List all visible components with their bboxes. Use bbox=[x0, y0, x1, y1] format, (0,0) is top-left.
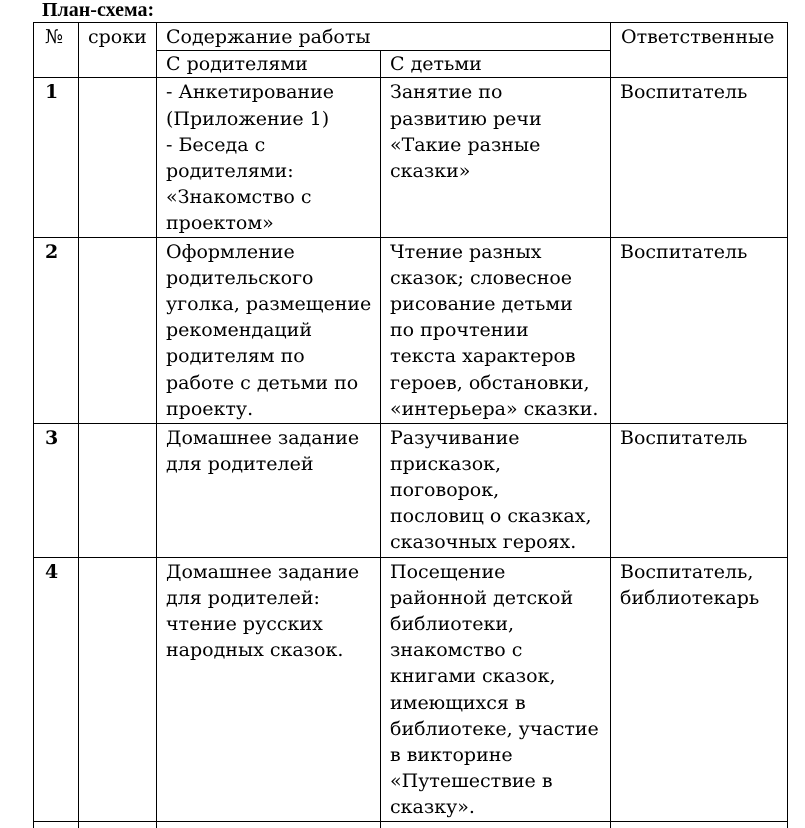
row-responsible-cell bbox=[611, 237, 788, 423]
table-row bbox=[34, 237, 788, 423]
text-line: родителям по bbox=[166, 345, 305, 368]
row-responsible-cell bbox=[611, 557, 788, 821]
text-line: Воспитатель bbox=[620, 240, 748, 263]
text-line: рекомендаций bbox=[166, 319, 312, 342]
text-line: Посещение bbox=[390, 560, 506, 583]
row-responsible-cell bbox=[611, 423, 788, 557]
text-line: в викторине bbox=[390, 744, 513, 767]
header-content: Содержание работы bbox=[157, 23, 611, 51]
text-line: героев, обстановки, bbox=[390, 371, 590, 394]
header-dates: сроки bbox=[79, 23, 157, 78]
text-line: (Приложение 1) bbox=[166, 107, 330, 130]
text-line: по прочтении bbox=[390, 319, 529, 342]
text-line: пословиц о сказках, bbox=[390, 505, 592, 528]
row-children-cell bbox=[381, 557, 611, 821]
text-line: для родителей: bbox=[166, 586, 320, 609]
row-children-cell bbox=[381, 237, 611, 423]
table-row bbox=[34, 557, 788, 821]
text-line: «Знакомство с bbox=[166, 186, 312, 209]
text-line: книгами сказок, bbox=[390, 665, 556, 688]
text-line: Домашнее задание bbox=[166, 426, 360, 449]
text-line: Воспитатель, bbox=[620, 560, 754, 583]
text-line: Занятие по bbox=[390, 81, 503, 104]
header-with-parents: С родителями bbox=[157, 51, 381, 78]
text-line: проектом» bbox=[166, 212, 274, 235]
text-line: библиотеке, участие bbox=[390, 717, 599, 740]
text-line: районной детской bbox=[390, 586, 574, 609]
text-line: сказки» bbox=[390, 160, 471, 183]
text-line: сказочных героях. bbox=[390, 531, 577, 554]
table-row bbox=[34, 78, 788, 237]
text-line: для родителей bbox=[166, 452, 314, 475]
row-dates bbox=[79, 423, 157, 557]
row-number: 2 bbox=[34, 237, 79, 423]
text-line: развитию речи bbox=[390, 107, 542, 130]
text-line: сказок; словесное bbox=[390, 266, 573, 289]
text-line: работе с детьми по bbox=[166, 371, 359, 394]
text-line: «интерьера» сказки. bbox=[390, 397, 599, 420]
header-with-children: С детьми bbox=[381, 51, 611, 78]
row-dates bbox=[79, 557, 157, 821]
row-parents-cell bbox=[157, 423, 381, 557]
text-line: поговорок, bbox=[390, 479, 500, 502]
row-dates bbox=[79, 237, 157, 423]
text-line: родительского bbox=[166, 266, 314, 289]
row-children-cell bbox=[381, 423, 611, 557]
text-line: - Беседа с bbox=[166, 133, 266, 156]
row-number: 3 bbox=[34, 423, 79, 557]
plan-table bbox=[33, 22, 788, 828]
row-dates bbox=[79, 78, 157, 237]
row-parents-cell bbox=[157, 78, 381, 237]
text-line: текста характеров bbox=[390, 345, 576, 368]
row-number: 1 bbox=[34, 78, 79, 237]
text-line: Домашнее задание bbox=[166, 560, 360, 583]
text-line: уголка, размещение bbox=[166, 293, 372, 316]
text-line: Чтение разных bbox=[390, 240, 542, 263]
header-responsible: Ответственные bbox=[611, 23, 788, 78]
text-line: Воспитатель bbox=[620, 426, 748, 449]
text-line: «Такие разные bbox=[390, 133, 541, 156]
text-line: Оформление bbox=[166, 240, 295, 263]
text-line: библиотекарь bbox=[620, 586, 760, 609]
header-row bbox=[34, 23, 788, 51]
text-line: Разучивание bbox=[390, 426, 520, 449]
table-row bbox=[34, 423, 788, 557]
text-line: Воспитатель bbox=[620, 81, 748, 104]
header-num: № bbox=[34, 23, 79, 78]
text-line: - Анкетирование bbox=[166, 81, 335, 104]
text-line: народных сказок. bbox=[166, 639, 344, 662]
text-line: имеющихся в bbox=[390, 691, 526, 714]
row-parents-cell bbox=[157, 237, 381, 423]
text-line: чтение русских bbox=[166, 613, 323, 636]
row-parents-cell bbox=[157, 557, 381, 821]
text-line: проекту. bbox=[166, 397, 254, 420]
row-number: 4 bbox=[34, 557, 79, 821]
text-line: рисование детьми bbox=[390, 293, 573, 316]
text-line: «Путешествие в bbox=[390, 770, 553, 793]
text-line: библиотеки, bbox=[390, 613, 515, 636]
row-children-cell bbox=[381, 78, 611, 237]
page-title: План-схема: bbox=[42, 0, 155, 21]
text-line: сказку». bbox=[390, 796, 475, 819]
text-line: присказок, bbox=[390, 452, 502, 475]
row-responsible-cell bbox=[611, 78, 788, 237]
text-line: родителями: bbox=[166, 160, 294, 183]
text-line: знакомство с bbox=[390, 639, 523, 662]
